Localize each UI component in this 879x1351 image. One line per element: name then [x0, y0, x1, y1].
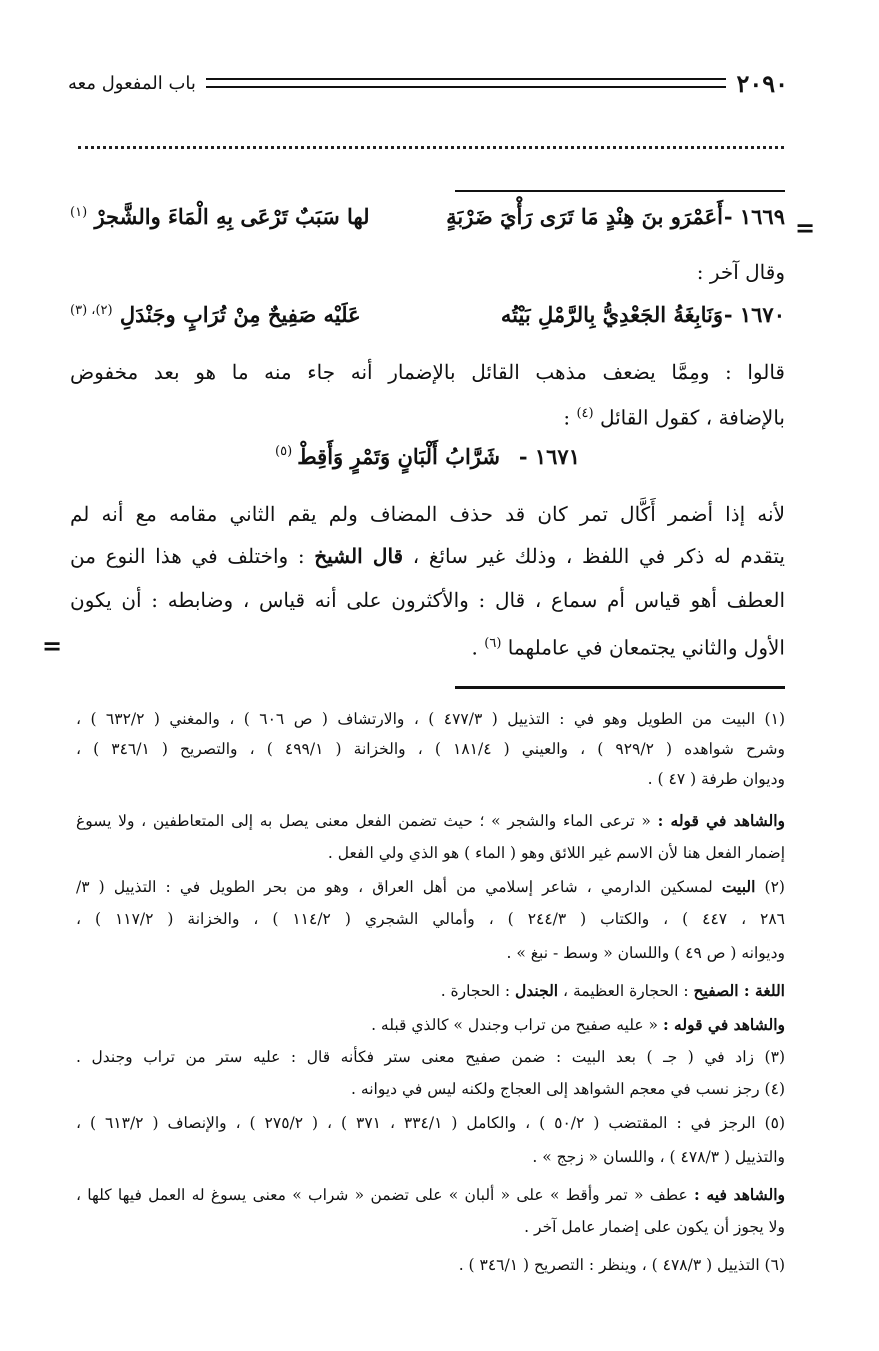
verse-hemistich-second	[70, 302, 361, 327]
footnote-ref: (٤)	[576, 406, 594, 421]
body-text: الأول والثاني يجتمعان في عاملهما	[507, 635, 785, 660]
body-line: العطف أهو قياس أم سماع ، قال : والأكثرون على أنه قياس ، وضابطه : أن يكون	[70, 588, 785, 612]
body-line: قالوا : ومِمَّا يضعف مذهب القائل بالإضمار أنه جاء منه ما هو بعد مخفوض	[70, 360, 785, 384]
verse-1669	[70, 200, 785, 240]
footnote-line	[76, 806, 785, 836]
body-line	[70, 394, 785, 434]
footnote-line: (٥) الرجز في : المقتضب ( ٥٠/٢ ) ، والكامل ( ٣٣٤/١ ، ٣٧١ ) ، ( ٢٧٥/٢ ) ، والإنصاف ( ٦١٣/٢ ) ،	[76, 1114, 786, 1132]
footnote-ref: (٢)، (٣)	[70, 303, 113, 318]
footnote-bold-text: الجندل	[515, 981, 559, 1000]
footnote-bold-text: والشاهد في قوله :	[662, 1015, 785, 1034]
footnote-bold-text: البيت	[721, 877, 756, 896]
verse-number: ١٦٦٩ -	[723, 204, 785, 229]
body-line	[70, 536, 785, 576]
verse-hemistich-second	[70, 204, 370, 229]
footnote-line: والتذييل ( ٤٧٨/٣ ) ، واللسان « زجج » .	[532, 1148, 785, 1166]
body-text: .	[471, 635, 478, 660]
footnote-line: (٦) التذييل ( ٤٧٨/٣ ) ، وينظر : التصريح ( ٣٤٦/١ ) .	[458, 1256, 785, 1274]
continuation-mark-left: =	[42, 631, 63, 660]
footnote-line: (٣) زاد في ( جـ ) بعد البيت : ضمن صفيح معنى ستر فكأنه قال : عليه ستر من تراب وجندل .	[76, 1048, 785, 1066]
footnote-line: إضمار الفعل هنا لأن الاسم غير اللائق وهو ( الماء ) هو الذي ولي الفعل .	[327, 844, 785, 862]
continuation-mark-right: =	[795, 213, 816, 242]
footnote-text: « عليه صفيح من تراب وجندل » كالذي قبله .	[371, 1016, 658, 1034]
footnote-line: ٢٨٦ ، ٤٤٧ ) ، والكتاب ( ٢٤٤/٣ ) ، وأمالي الشجري ( ١١٤/٢ ) ، والخزانة ( ١١٧/٢ ) ،	[76, 910, 786, 928]
body-text: :	[563, 405, 571, 430]
verse-hemistich-first: أَعَمْرَو بنَ هِنْدٍ مَا تَرَى رَأْيَ ضَرْبَةٍ	[446, 204, 723, 229]
footnote-ref: (٦)	[484, 636, 502, 651]
body-text: يتقدم له ذكر في اللفظ ، وذلك غير سائغ ،	[412, 544, 785, 568]
footnote-text: « ترعى الماء والشجر » ؛ حيث تضمن الفعل معنى يصل به إلى المتعاطفين ، ولا يسوغ	[76, 812, 651, 830]
verse-hemistich-text: لها سَبَبٌ تَرْعَى بِهِ الْمَاءَ والشَّجرْ	[94, 204, 370, 229]
verse-1671	[70, 440, 785, 480]
footnote-ref: (١)	[70, 205, 88, 220]
page-number: ٢٠٩٠	[736, 68, 788, 98]
footnote-line	[76, 1180, 785, 1210]
body-text: بالإضافة ، كقول القائل	[599, 405, 785, 430]
verse-hemistich-first: شَرَّابُ أَلْبَانٍ وَتَمْرٍ وَأَقِطْ	[297, 444, 500, 469]
footnote-line: وديوان طرفة ( ٤٧ ) .	[647, 770, 785, 788]
footnote-line: وشرح شواهده ( ٩٢٩/٢ ) ، والعيني ( ١٨١/٤ ) ، والخزانة ( ٤٩٩/١ ) ، والتصريح ( ٣٤٦/١ ) ،	[76, 740, 786, 758]
body-line: لأنه إذا أضمر أَكَّال تمر كان قد حذف المضاف ولم يقم الثاني مقامه مع أنه لم	[70, 502, 785, 526]
body-line	[70, 624, 785, 664]
footnote-line	[76, 1010, 785, 1040]
footnote-line: وديوانه ( ص ٤٩ ) واللسان « وسط - نبغ » .	[506, 944, 785, 962]
page-header	[68, 66, 788, 100]
footnote-text: : الحجارة .	[440, 982, 511, 1000]
footnote-line: (٤) رجز نسب في معجم الشواهد إلى العجاج ولكنه ليس في ديوانه .	[351, 1080, 785, 1098]
verse-1670	[70, 298, 785, 338]
verse-number: ١٦٧٠ -	[723, 302, 785, 327]
footnote-ref: (٥)	[275, 444, 293, 459]
footnote-line: (١) البيت من الطويل وهو في : التذييل ( ٤٧٧/٣ ) ، والارتشاف ( ص ٦٠٦ ) ، والمغني ( ٦٣٢/٢ ) ،	[76, 710, 785, 728]
footnote-line: ولا يجوز أن يكون على إضمار عامل آخر .	[524, 1218, 785, 1236]
body-bold-text: قال الشيخ	[314, 544, 404, 568]
header-double-rule	[206, 78, 727, 88]
footnote-bold-text: اللغة : الصفيح	[693, 981, 785, 1000]
footnote-text: لمسكين الدارمي ، شاعر إسلامي من أهل العراق ، وهو من بحر الطويل في : التذييل ( ٣/	[76, 878, 713, 896]
verse-hemistich-first: وَنَابِغَةُ الجَعْدِيُّ بِالرَّمْلِ بَيْتُه	[500, 302, 723, 327]
footnote-bold-text: والشاهد فيه :	[694, 1185, 785, 1204]
top-short-rule	[455, 190, 785, 192]
footnote-separator-rule	[455, 686, 785, 689]
footnote-text: : الحجارة العظيمة ،	[563, 982, 689, 1000]
footnote-text: (٢)	[764, 878, 785, 896]
footnote-line	[76, 872, 785, 902]
dotted-separator	[78, 146, 784, 149]
body-line-intro: وقال آخر :	[696, 260, 785, 284]
footnote-line	[76, 976, 785, 1006]
verse-number: ١٦٧١ -	[518, 444, 580, 469]
footnote-bold-text: والشاهد في قوله :	[657, 811, 786, 830]
footnote-text: عطف « تمر وأقط » على « ألبان » على تضمن « شراب » معنى يسوغ له العمل فيها كلها ،	[76, 1186, 688, 1204]
verse-hemistich-text: عَلَيْه صَفِيحٌ مِنْ تُرَابٍ وجَنْدَلِ	[119, 302, 361, 327]
body-text: : واختلف في هذا النوع من	[70, 544, 305, 568]
chapter-title: باب المفعول معه	[68, 72, 196, 94]
